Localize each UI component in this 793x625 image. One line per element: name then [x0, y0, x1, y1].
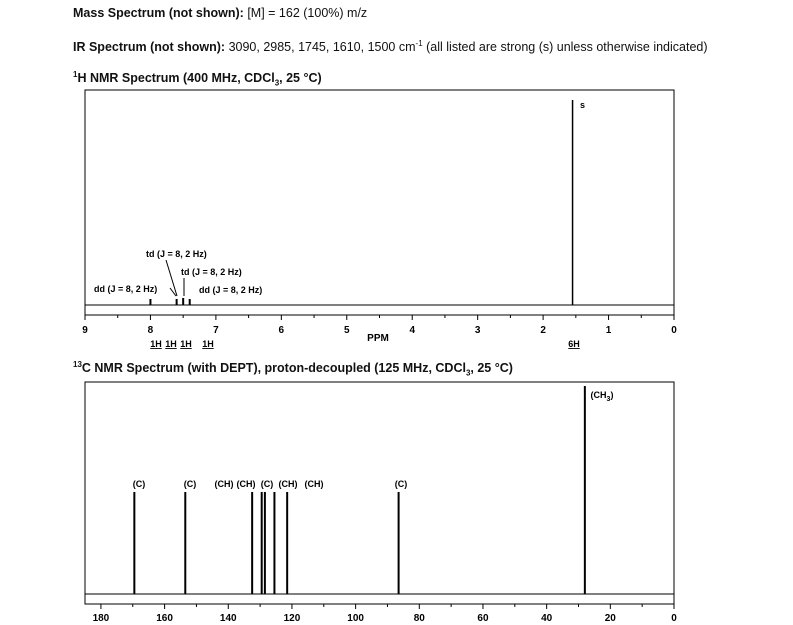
c-nmr-peak-label: (C): [132, 479, 146, 489]
c-nmr-tick-label: 60: [477, 613, 489, 624]
h-nmr-dd2-label: dd (J = 8, 2 Hz): [199, 285, 263, 295]
c-nmr-heading-text: C NMR Spectrum (with DEPT), proton-decoupled (125 MHz, CDCl: [81, 361, 466, 376]
ir-spectrum-value: 3090, 2985, 1745, 1610, 1500 cm: [228, 40, 416, 55]
c-nmr-tick-label: 180: [92, 613, 110, 624]
h-nmr-axis-label: PPM: [367, 333, 389, 344]
c-nmr-tick-label: 140: [219, 613, 237, 624]
h-nmr-integration: 1H: [180, 339, 192, 349]
c-nmr-tick-label: 80: [413, 613, 425, 624]
h-nmr-tick-label: 1: [605, 325, 612, 336]
h-nmr-td1-label: td (J = 8, 2 Hz): [146, 249, 207, 259]
h-nmr-tick-label: 7: [213, 325, 219, 336]
h-nmr-tick-label: 4: [409, 325, 416, 336]
c-nmr-tick-label: 40: [541, 613, 553, 624]
ir-spectrum-label: IR Spectrum (not shown):: [73, 40, 226, 55]
ir-spectrum-note: (all listed are strong (s) unless otherwise indicated): [426, 40, 708, 55]
c-nmr-tick-label: 160: [156, 613, 173, 624]
h-nmr-dd1-label: dd (J = 8, 2 Hz): [94, 284, 158, 294]
h-nmr-integration: 1H: [202, 339, 214, 349]
c-nmr-heading-end: , 25 °C): [470, 361, 513, 376]
h-nmr-singlet-label: s: [580, 100, 586, 110]
c-nmr-peak-label: (CH): [278, 479, 298, 489]
h-nmr-tick-label: 0: [671, 325, 677, 336]
c-nmr-tick-label: 20: [604, 613, 616, 624]
c-nmr-tick-label: 120: [283, 613, 301, 624]
h-nmr-integration: 1H: [150, 339, 162, 349]
c-nmr-peak-label: (C): [183, 479, 197, 489]
h-nmr-heading-text: H NMR Spectrum (400 MHz, CDCl: [77, 71, 275, 86]
h-nmr-tick-label: 8: [147, 325, 154, 336]
h-nmr-tick-label: 9: [82, 325, 88, 336]
c-nmr-peak-label: (C): [260, 479, 274, 489]
h-nmr-heading-end: , 25 °C): [279, 71, 322, 86]
h-nmr-heading-sub: 3: [274, 78, 280, 88]
h-nmr-td2-label: td (J = 8, 2 Hz): [181, 267, 242, 277]
c-nmr-peak-label: (CH): [304, 479, 324, 489]
h-nmr-integration: 1H: [165, 339, 177, 349]
c-nmr-peak-label: $(CH_3)$: [590, 390, 614, 403]
h-nmr-tick-label: 5: [343, 325, 350, 336]
c-nmr-peak-label: (CH): [214, 479, 234, 489]
c-nmr-peak-label: (C): [394, 479, 408, 489]
c-nmr-heading-sub: 3: [465, 368, 471, 378]
mass-spectrum-value: [M] = 162 (100%) m/z: [247, 6, 368, 20]
c-nmr-heading-sup: 13: [73, 360, 82, 369]
ir-unit-sup: -1: [415, 39, 423, 48]
h-nmr-heading-sup: 1: [73, 70, 78, 79]
h-nmr-integration-6h: 6H: [568, 339, 580, 349]
mass-spectrum-label: Mass Spectrum (not shown):: [73, 6, 244, 20]
h-nmr-tick-label: 6: [278, 325, 285, 336]
c-nmr-peak-label: (CH): [236, 479, 256, 489]
c-nmr-tick-label: 0: [671, 613, 677, 624]
h-nmr-tick-label: 2: [540, 325, 546, 336]
c-nmr-tick-label: 100: [347, 613, 364, 624]
h-nmr-tick-label: 3: [474, 325, 481, 336]
